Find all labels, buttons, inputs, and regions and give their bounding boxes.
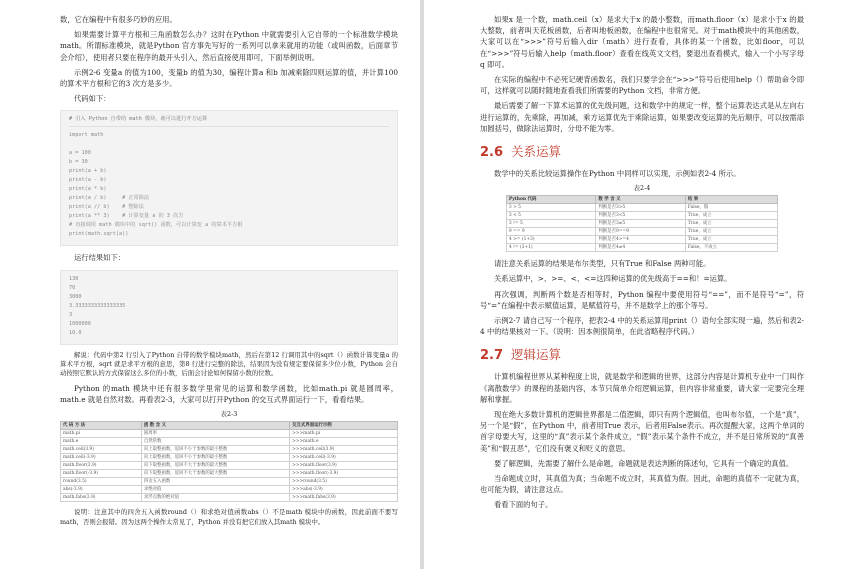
table-row: [61, 454, 398, 462]
table-cell: 3 != 5: [506, 220, 595, 228]
column-header: Python 代码: [506, 196, 595, 204]
output-line: 3.3333333333333335: [69, 302, 126, 309]
code-line: a = 100: [69, 150, 91, 157]
table-cell: >>>math.pi: [290, 430, 398, 438]
table-row: [61, 430, 398, 438]
section-number: 2.7: [480, 348, 504, 364]
code-line: import math: [69, 132, 104, 139]
output-line: 70: [69, 284, 76, 291]
table-cell: 向下取整函数，返回不大于参数的最大整数: [141, 462, 289, 470]
output-label: 运行结果如下：: [74, 253, 126, 263]
table-cell: math.ceil(3.9): [61, 446, 142, 454]
table-cell: False，假: [685, 204, 777, 212]
table-cell: math.pi: [61, 430, 142, 438]
code-line: print(math.sqrt(a)): [69, 231, 129, 238]
table-cell: math.fabs(3.9): [61, 494, 142, 502]
paragraph: 最后需要了解一下算术运算的优先级问题，这和数学中的规定一样，整个运算表达式是从左向右进行运算的，先乘除，再加减，乘方运算优先于乘除运算，如果要改变运算的先后顺序，可以按需添加圆括号，做除法运算时，分母不能为零。: [480, 101, 804, 133]
table-cell: True，成立: [685, 220, 777, 228]
table-cell: 求浮点数的绝对值: [141, 494, 289, 502]
output-line: 10.0: [69, 329, 82, 336]
code-line: [69, 140, 389, 149]
table-row: [61, 470, 398, 478]
paragraph: 如果x 是一个数，math.ceil（x）是求大于x 的最小整数，而math.floor（x）是求小于x 的最大整数，前者叫天花板函数，后者叫地板函数，在编程中也很常见。对于math模块中的其他函数，大家可以在“>>>”符号后输入dir（math）进行查看，具体的某一个函数，比如floor，可以在“>>>”符号后输入help（math.floor）查看在线英文文档，要退出查看模式，输入一个小写字母q 即可。: [480, 15, 804, 69]
note-text: 解说：代码中第2 行引入了Python 自带的数学模块math，然后在第12 行调用其中的sqrt（）函数计算变量a 的算术平方根，sqrt 就是求平方根的意思，第8 行进行完整的除法，结果因为没有规定要保留多少位小数，Python 会自动按照它默认的方式保留这么多位的小数，后面会讨论如何保留小数的位数。: [60, 350, 398, 378]
code-line: print(a / b) # 正常除法: [69, 195, 150, 202]
table-cell: True，成立: [685, 228, 777, 236]
table-cell: math.floor(3.9): [61, 462, 142, 470]
paragraph: 在实际的编程中不必死记硬背函数名，我们只要学会在“>>>”符号后使用help（）帮助命令即可，这样就可以随时随地查看我们所需要的Python 文档，非常方便。: [480, 75, 804, 96]
bottom-note: [60, 508, 398, 527]
table-row: [506, 212, 777, 220]
table-cell: math.ceil(-3.9): [61, 454, 142, 462]
output-block: [60, 270, 398, 345]
section-heading-2-6: [480, 142, 804, 160]
paragraph: 再次强调，判断两个数是否相等时，Python 编程中要使用符号“==”，而不是符号“=”，符号“=”在编程中表示赋值运算，是赋值符号，并不是数学上的那个等号。: [480, 289, 804, 310]
table-caption: 表2-3: [220, 410, 238, 419]
table-cell: 四舍五入函数: [141, 478, 289, 486]
table-cell: >>>math.floor(3.9): [290, 462, 398, 470]
table-row: [61, 478, 398, 486]
section-number: 2.6: [480, 145, 504, 161]
table-cell: 判断是否3<5: [596, 212, 685, 220]
paragraph: 请注意关系运算的结果是布尔类型，只有True 和False 两种可能。: [494, 259, 711, 269]
table-cell: 3 < 5: [506, 212, 595, 220]
table-row: [61, 486, 398, 494]
table-row: [61, 462, 398, 470]
paragraph: 现在绝大多数计算机的逻辑世界都是二值逻辑，即只有两个逻辑值，也叫布尔值，一个是“真”，另一个是“假”，在Python 中，前者用True 表示，后者用False表示。再次提醒大家，这两个单词的首字母要大写，这里的“真”表示某个条件成立，“假”表示某个条件不成立，并不是日常所说的“真善美”和“假丑恶”，它们没有褒义和贬义的意思。: [480, 410, 804, 453]
table-row: [61, 438, 398, 446]
column-header: 函 数 含 义: [141, 422, 289, 430]
table-row: [506, 204, 777, 212]
note-text: 说明：注意其中的四舍五入函数round（）和求绝对值函数abs（）不是math 模块中的函数，因此前面不要写math，否则会报错。因为这两个操作太常见了，Python 并没有把它们放入其math 模块中。: [60, 508, 398, 526]
table-cell: >>>abs(-3.9): [290, 486, 398, 494]
table-row: [506, 236, 777, 244]
right-page: [424, 0, 844, 569]
table-cell: 4 != (3+1): [506, 244, 595, 252]
table-row: [506, 244, 777, 252]
table-row: [61, 494, 398, 502]
table-cell: >>>math.e: [290, 438, 398, 446]
table-row: [506, 220, 777, 228]
table-cell: False，不成立: [685, 244, 777, 252]
table-row: [506, 228, 777, 236]
table-cell: >>>math.fabs(3.9): [290, 494, 398, 502]
table-cell: abs(-3.9): [61, 486, 142, 494]
table-2-4: [506, 195, 778, 252]
table-cell: 圆周率: [141, 430, 289, 438]
paragraph: 数，它在编程中有很多巧妙的应用。: [60, 15, 177, 24]
paragraph: 要了解逻辑，先需要了解什么是命题，命题就是表达判断的陈述句，它具有一个确定的真值。: [494, 458, 794, 468]
table-cell: >>>math.floor(-3.9): [290, 470, 398, 478]
table-cell: True，成立: [685, 212, 777, 220]
code-line: b = 30: [69, 159, 88, 166]
table-cell: 求绝对值: [141, 486, 289, 494]
table-row: [61, 446, 398, 454]
table-2-3: [60, 421, 398, 502]
code-line: print(a // b) # 整除法: [69, 204, 144, 211]
table-header-row: [506, 196, 777, 204]
output-line: 3: [69, 311, 73, 318]
column-header: 数 学 含 义: [596, 196, 685, 204]
code-header: # 引入 Python 自带的 math 模块，就可以进行开方运算: [69, 115, 389, 127]
paragraph: 数学中的关系比较运算操作在Python 中同样可以实现，示例如表2-4 所示。: [494, 169, 741, 179]
column-header: 代 码 方 法: [61, 422, 142, 430]
table-cell: math.floor(-3.9): [61, 470, 142, 478]
table-cell: True，成立: [685, 236, 777, 244]
table-cell: math.e: [61, 438, 142, 446]
example-2-6: 示例2-6 变量a 的值为100，变量b 的值为30，编程计算a 和b 加减乘除四则运算的值，并计算100 的算术平方根和它的3 次方是多少。: [60, 67, 398, 89]
code-block: [60, 110, 398, 246]
table-cell: 9 == 9: [506, 228, 595, 236]
section-title: 关系运算: [511, 144, 562, 160]
table-cell: >>>math.ceil(-3.9): [290, 454, 398, 462]
explanation-note: [60, 351, 398, 379]
output-line: 130: [69, 275, 79, 282]
code-line: print(a - b): [69, 177, 107, 184]
output-line: 3000: [69, 293, 82, 300]
paragraph: 如果需要计算平方根和三角函数怎么办？这时在Python 中就需要引入它自带的一个标准数学模块math。所谓标准模块，就是Python 官方事先写好的一系列可以拿来就用的功能（或叫函数，后面章节会介绍），使用者只要在程序的最开头引入，然后直接使用即可，下面举例说明。: [60, 30, 398, 62]
table-cell: 判断是否3≠5: [596, 220, 685, 228]
output-line: 1000000: [69, 320, 91, 327]
left-page: [0, 0, 420, 569]
example-2-7: 示例2-7 请自己写一个程序，把表2-4 中的关系运算用print（）语句全部实现一遍，然后和表2-4 中的结果核对一下。（说明：因本例很简单，在此省略程序代码。）: [480, 316, 804, 337]
code-line: print(a * b): [69, 186, 107, 193]
table-cell: round(3.5): [61, 478, 142, 486]
paragraph: 看看下面的句子。: [494, 500, 553, 510]
table-header-row: [61, 422, 398, 430]
section-heading-2-7: [480, 345, 804, 363]
code-line: print(a + b): [69, 168, 107, 175]
section-title: 逻辑运算: [511, 347, 562, 363]
paragraph: 关系运算中，>、>=、<、<=这四种运算的优先级高于==和！=运算。: [494, 274, 732, 284]
table-cell: >>>round(3.5): [290, 478, 398, 486]
code-label: 代码如下：: [74, 94, 111, 104]
table-cell: 3 > 5: [506, 204, 595, 212]
table-cell: 向上取整函数，返回不小于参数的最小整数: [141, 446, 289, 454]
table-cell: 向上取整函数，返回不小于参数的最小整数: [141, 454, 289, 462]
code-line: # 直接调用 math 模块中的 sqrt() 函数，可以计算变 a 的算术平方根: [69, 222, 243, 229]
table-cell: >>>math.ceil(3.9): [290, 446, 398, 454]
table-caption: 表2-4: [633, 184, 651, 193]
table-cell: 4 >= (1+3): [506, 236, 595, 244]
paragraph: 计算机编程世界从某种程度上说，就是数学和逻辑的世界，这部分内容是计算机专业中一门叫作《离散数学》的课程的基础内容，本节只简单介绍逻辑运算，但内容非常重要，请大家一定要完全理解和掌握。: [480, 372, 804, 404]
table-cell: 判断是否3>5: [596, 204, 685, 212]
table-cell: 判断是否9==9: [596, 228, 685, 236]
paragraph: 当命题成立时，其真值为真；当命题不成立时，其真值为假。因此，命题的真值不一定就为真，也可能为假，请注意这点。: [480, 474, 804, 495]
table-cell: 向下取整函数，返回不大于参数的最大整数: [141, 470, 289, 478]
paragraph: Python 的math 模块中还有很多数学里常见的运算和数学函数，比如math.pi 就是圆周率，math.e 就是自然对数。再看表2-3，大家可以打开Python 的交互式界面运行一下，看看结果。: [60, 383, 398, 405]
code-line: print(a ** 3) # 计算变量 a 的 3 次方: [69, 213, 184, 220]
column-header: 结 果: [685, 196, 777, 204]
column-header: 交互式界面运行示例: [290, 422, 398, 430]
table-cell: 判断是否4>=4: [596, 236, 685, 244]
table-cell: 判断是否4≠4: [596, 244, 685, 252]
table-cell: 自然常数: [141, 438, 289, 446]
